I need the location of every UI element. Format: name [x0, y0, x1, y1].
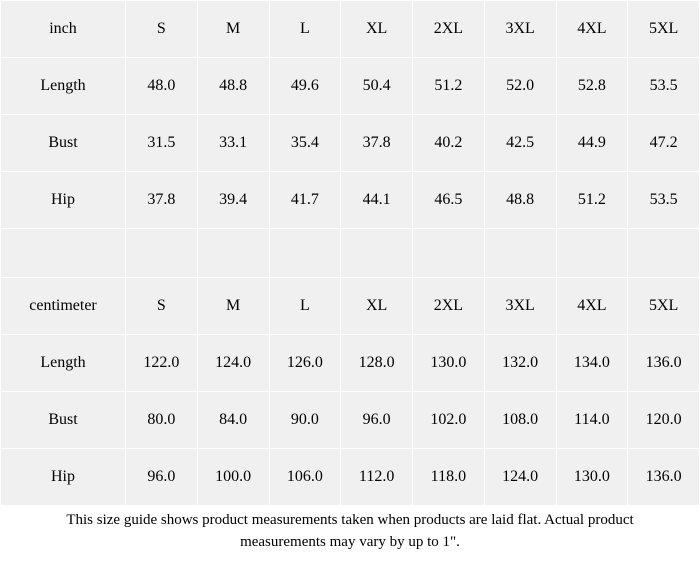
measurement-cell: 39.4	[197, 172, 269, 229]
spacer-cell	[341, 229, 413, 278]
measurement-cell: 50.4	[341, 58, 413, 115]
measurement-cell: 49.6	[269, 58, 341, 115]
measurement-cell: 42.5	[484, 115, 556, 172]
note-line-1: This size guide shows product measurements taken when products are laid flat. Actual product	[66, 512, 634, 529]
column-header-size: L	[269, 278, 341, 335]
column-header-size: XL	[341, 1, 413, 58]
column-header-size: M	[197, 278, 269, 335]
table-row	[1, 392, 700, 449]
measurement-cell: 90.0	[269, 392, 341, 449]
unit-label-centimeter: centimeter	[1, 278, 126, 335]
row-label: Bust	[1, 392, 126, 449]
measurement-cell: 84.0	[197, 392, 269, 449]
measurement-cell: 96.0	[126, 449, 198, 506]
table-header-row-inch	[1, 1, 700, 58]
measurement-cell: 48.8	[484, 172, 556, 229]
row-label: Length	[1, 335, 126, 392]
measurement-cell: 120.0	[628, 392, 700, 449]
note-line-2: measurements may vary by up to 1".	[240, 534, 460, 550]
spacer-cell	[126, 229, 198, 278]
measurement-cell: 102.0	[413, 392, 485, 449]
column-header-size: 3XL	[484, 278, 556, 335]
measurement-cell: 44.1	[341, 172, 413, 229]
spacer-cell	[556, 229, 628, 278]
measurement-cell: 37.8	[341, 115, 413, 172]
measurement-cell: 134.0	[556, 335, 628, 392]
measurement-cell: 130.0	[413, 335, 485, 392]
measurement-cell: 52.0	[484, 58, 556, 115]
unit-label-inch: inch	[1, 1, 126, 58]
size-guide-note	[0, 506, 700, 562]
measurement-cell: 118.0	[413, 449, 485, 506]
row-label: Bust	[1, 115, 126, 172]
column-header-size: 2XL	[413, 278, 485, 335]
spacer-cell	[628, 229, 700, 278]
measurement-cell: 53.5	[628, 58, 700, 115]
measurement-cell: 52.8	[556, 58, 628, 115]
measurement-cell: 132.0	[484, 335, 556, 392]
measurement-cell: 136.0	[628, 335, 700, 392]
table-header-row-centimeter	[1, 278, 700, 335]
measurement-cell: 51.2	[556, 172, 628, 229]
table-row	[1, 115, 700, 172]
row-label: Hip	[1, 172, 126, 229]
measurement-cell: 48.8	[197, 58, 269, 115]
column-header-size: M	[197, 1, 269, 58]
measurement-cell: 40.2	[413, 115, 485, 172]
measurement-cell: 51.2	[413, 58, 485, 115]
measurement-cell: 124.0	[197, 335, 269, 392]
measurement-cell: 136.0	[628, 449, 700, 506]
measurement-cell: 44.9	[556, 115, 628, 172]
column-header-size: 2XL	[413, 1, 485, 58]
table-row	[1, 335, 700, 392]
table-row	[1, 172, 700, 229]
column-header-size: 5XL	[628, 1, 700, 58]
measurement-cell: 41.7	[269, 172, 341, 229]
measurement-cell: 100.0	[197, 449, 269, 506]
measurement-cell: 126.0	[269, 335, 341, 392]
column-header-size: S	[126, 278, 198, 335]
column-header-size: 4XL	[556, 1, 628, 58]
column-header-size: 4XL	[556, 278, 628, 335]
measurement-cell: 124.0	[484, 449, 556, 506]
measurement-cell: 35.4	[269, 115, 341, 172]
measurement-cell: 48.0	[126, 58, 198, 115]
spacer-cell	[1, 229, 126, 278]
spacer-cell	[197, 229, 269, 278]
spacer-cell	[484, 229, 556, 278]
measurement-cell: 33.1	[197, 115, 269, 172]
measurement-cell: 47.2	[628, 115, 700, 172]
measurement-cell: 108.0	[484, 392, 556, 449]
measurement-cell: 114.0	[556, 392, 628, 449]
measurement-cell: 31.5	[126, 115, 198, 172]
section-divider-row	[1, 229, 700, 278]
measurement-cell: 122.0	[126, 335, 198, 392]
column-header-size: L	[269, 1, 341, 58]
row-label: Hip	[1, 449, 126, 506]
measurement-cell: 96.0	[341, 392, 413, 449]
measurement-cell: 80.0	[126, 392, 198, 449]
measurement-cell: 106.0	[269, 449, 341, 506]
column-header-size: 3XL	[484, 1, 556, 58]
column-header-size: XL	[341, 278, 413, 335]
table-row	[1, 58, 700, 115]
measurement-cell: 112.0	[341, 449, 413, 506]
measurement-cell: 46.5	[413, 172, 485, 229]
spacer-cell	[269, 229, 341, 278]
measurement-cell: 130.0	[556, 449, 628, 506]
column-header-size: S	[126, 1, 198, 58]
measurement-cell: 128.0	[341, 335, 413, 392]
spacer-cell	[413, 229, 485, 278]
measurement-cell: 53.5	[628, 172, 700, 229]
column-header-size: 5XL	[628, 278, 700, 335]
table-row	[1, 449, 700, 506]
row-label: Length	[1, 58, 126, 115]
measurement-cell: 37.8	[126, 172, 198, 229]
